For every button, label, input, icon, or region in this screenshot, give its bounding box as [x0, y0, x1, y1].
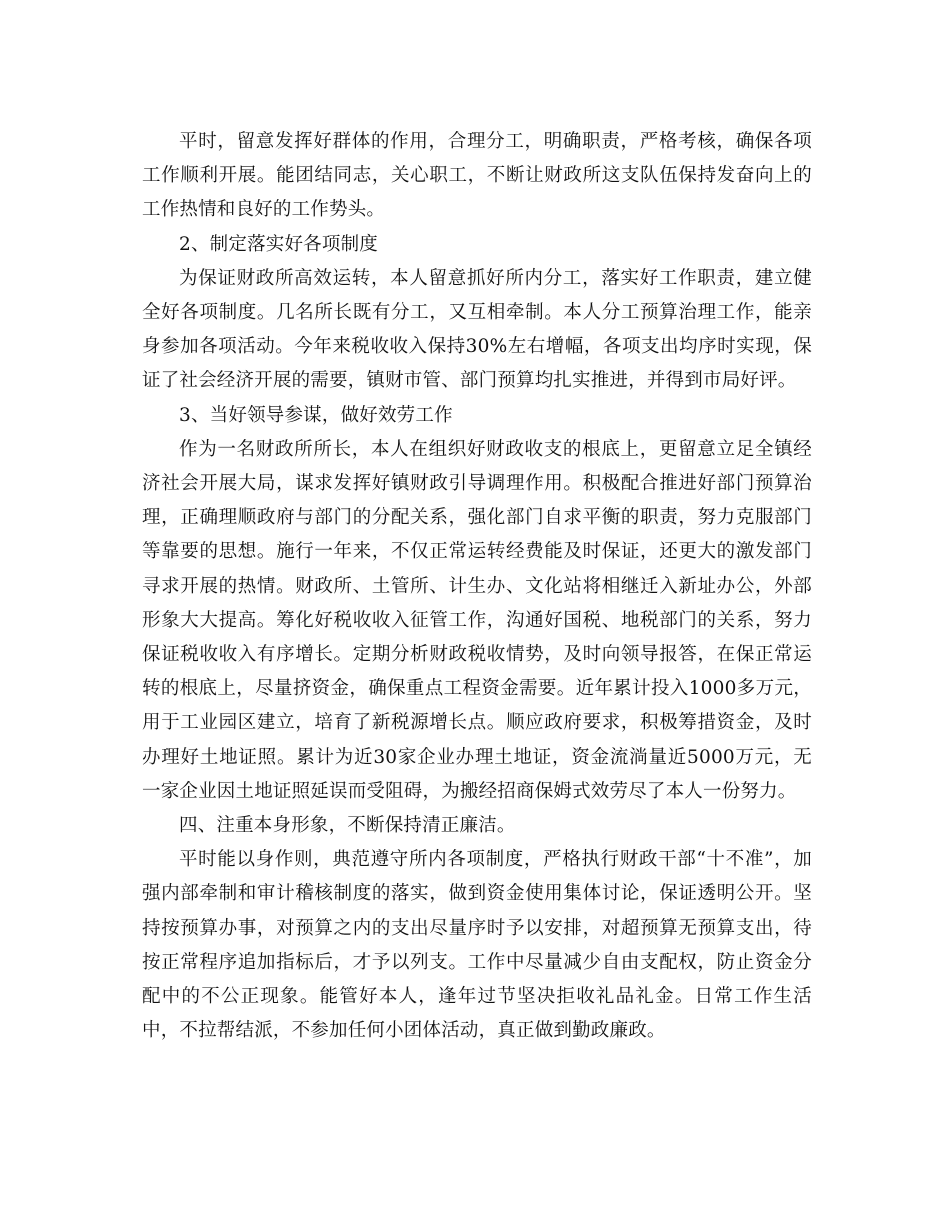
heading-system-rules: 2、制定落实好各项制度: [179, 233, 378, 255]
document-body: [142, 125, 812, 1048]
paragraph-system-rules: 为保证财政所高效运转，本人留意抓好所内分工，落实好工作职责，建立健全好各项制度。几名所长既有分工，又互相牵制。本人分工预算治理工作，能亲身参加各项活动。今年来税收收入保持30%左右增幅，各项支出均序时实现，保证了社会经济开展的需要，镇财市管、部门预算均扎实推进，并得到市局好评。: [142, 267, 812, 392]
heading-integrity: 四、注重本身形象，不断保持清正廉洁。: [179, 815, 516, 837]
paragraph-team-work: 平时，留意发挥好群体的作用，合理分工，明确职责，严格考核，确保各项工作顺利开展。能团结同志，关心职工，不断让财政所这支队伍保持发奋向上的工作热情和良好的工作势头。: [142, 131, 812, 221]
paragraph-service-work: 作为一名财政所所长，本人在组织好财政收支的根底上，更留意立足全镇经济社会开展大局，谋求发挥好镇财政引导调理作用。积极配合推进好部门预算治理，正确理顺政府与部门的分配关系，强化部门自求平衡的职责，努力克服部门等靠要的思想。施行一年来，不仅正常运转经费能及时保证，还更大的激发部门寻求开展的热情。财政所、土管所、计生办、文化站将相继迁入新址办公，外部形象大大提高。筹化好税收收入征管工作，沟通好国税、地税部门的关系，努力保证税收收入有序增长。定期分析财政税收情势，及时向领导报答，在保正常运转的根底上，尽量挤资金，确保重点工程资金需要。近年累计投入1000多万元，用于工业园区建立，培育了新税源增长点。顺应政府要求，积极筹措资金，及时办理好土地证照。累计为近30家企业办理土地证，资金流淌量近5000万元，无一家企业因土地证照延误而受阻碍，为搬经招商保姆式效劳尽了本人一份努力。: [142, 438, 812, 802]
paragraph-integrity: 平时能以身作则，典范遵守所内各项制度，严格执行财政干部“十不准”，加强内部牵制和审计稽核制度的落实，做到资金使用集体讨论，保证透明公开。坚持按预算办事，对预算之内的支出尽量序时予以安排，对超预算无预算支出，待按正常程序追加指标后，才予以列支。工作中尽量减少自由支配权，防止资金分配中的不公正现象。能管好本人，逢年过节坚决拒收礼品礼金。日常工作生活中，不拉帮结派，不参加任何小团体活动，真正做到勤政廉政。: [142, 849, 812, 1042]
heading-service-work: 3、当好领导参谋，做好效劳工作: [179, 404, 453, 426]
